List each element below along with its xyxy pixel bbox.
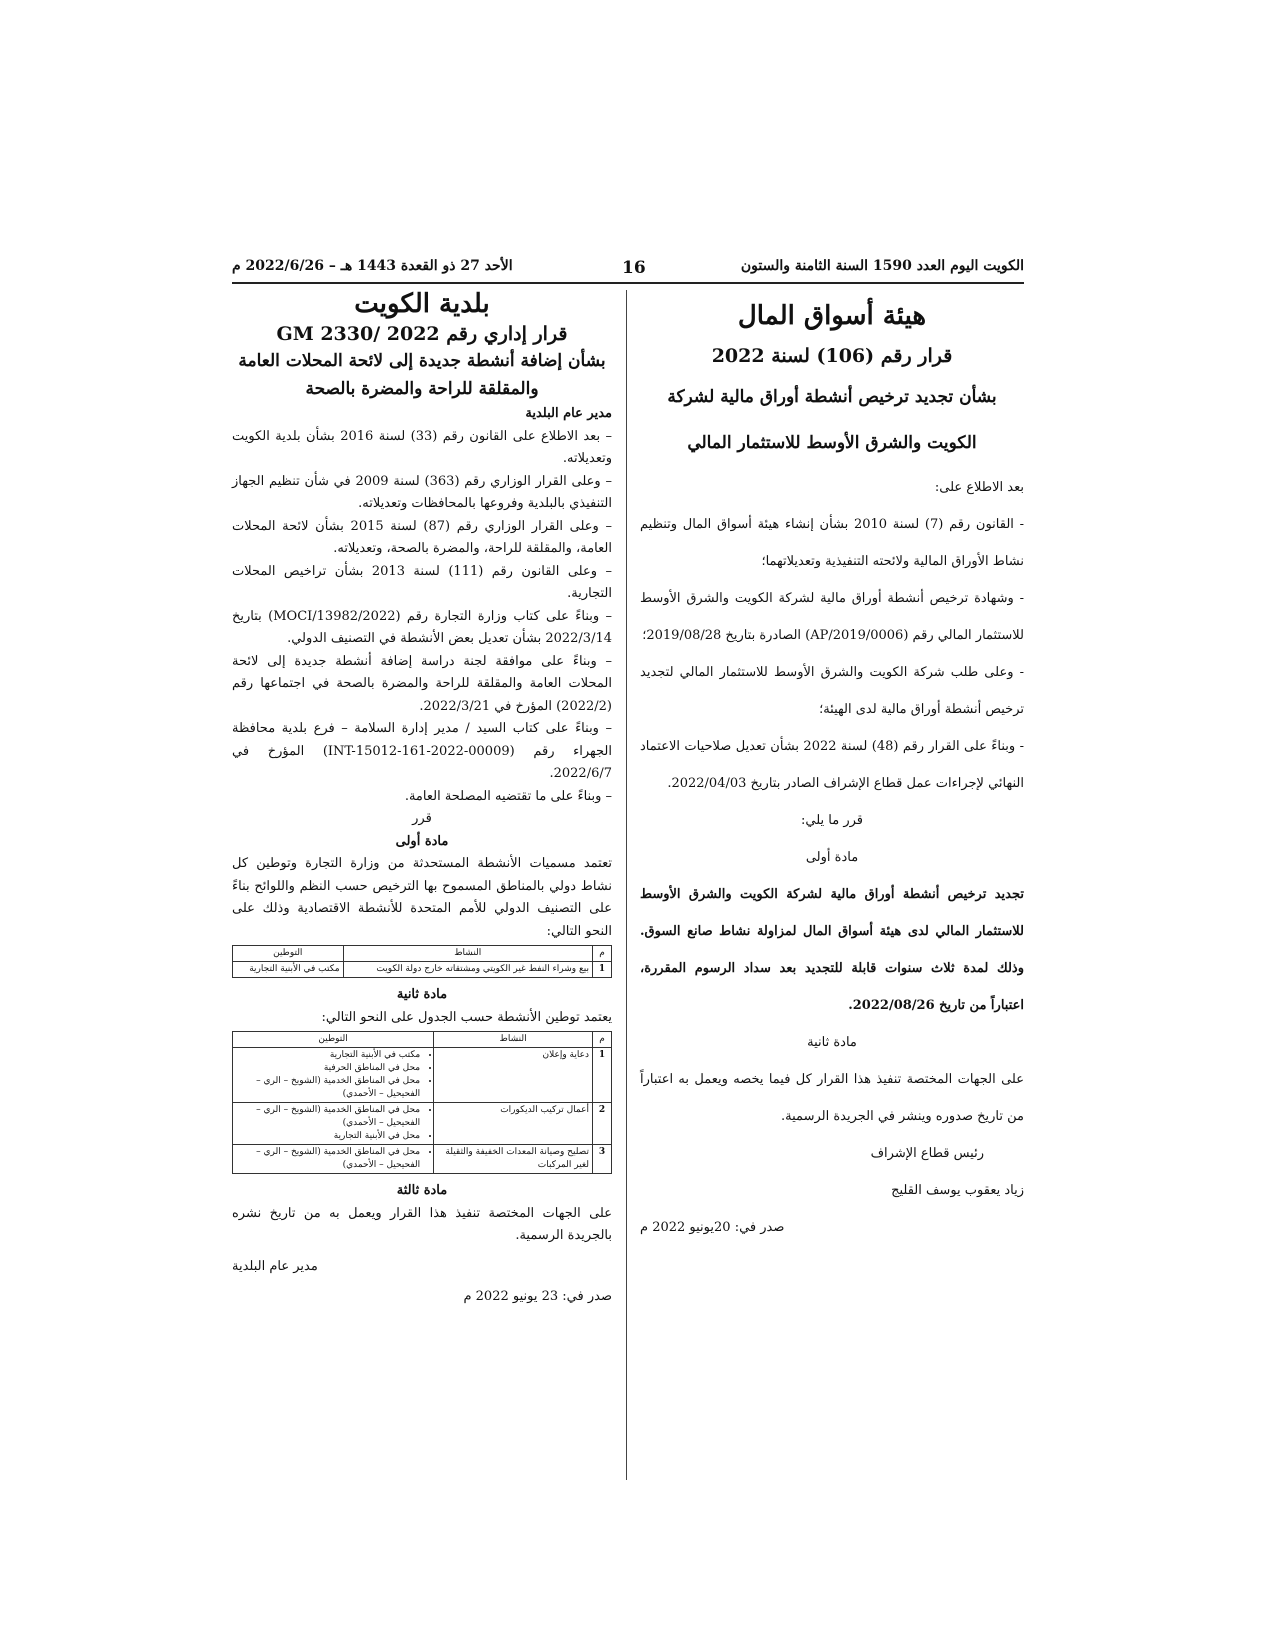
table-header: التوطين xyxy=(233,946,344,962)
cma-decision-number: قرار رقم (106) لسنة 2022 xyxy=(711,345,953,367)
municipality-decision-column xyxy=(232,289,613,1309)
activities-table-2 xyxy=(232,1031,612,1174)
mun-subject-line-1: بشأن إضافة أنشطة جديدة إلى لائحة المحلات العامة xyxy=(238,351,606,371)
cma-signatory-title: رئيس قطاع الإشراف xyxy=(870,1146,984,1161)
cma-recital-1: - القانون رقم (7) لسنة 2010 بشأن إنشاء هيئة أسواق المال وتنظيم نشاط الأوراق المالية ولائحته التنفيذية وتعديلاتهما؛ xyxy=(640,517,1025,569)
cma-recital-3: - وعلى طلب شركة الكويت والشرق الأوسط للاستثمار المالي لتجديد ترخيص أنشطة أوراق مالية لدى الهيئة؛ xyxy=(640,665,1024,717)
mun-recital-1: – بعد الاطلاع على القانون رقم (33) لسنة 2016 بشأن بلدية الكويت وتعديلاته. xyxy=(232,428,613,466)
location-cell: مكتب في الأبنية التجارية xyxy=(233,962,344,978)
mun-authority-title: بلدية الكويت xyxy=(354,289,490,319)
table-row xyxy=(233,962,612,978)
table-header: النشاط xyxy=(434,1032,593,1048)
table-header: م xyxy=(593,946,612,962)
mun-recital-5: – وبناءً على كتاب وزارة التجارة رقم (MOCI/13982/2022) بتاريخ 2022/3/14 بشأن تعديل بعض الأنشطة في التصنيف الدولي. xyxy=(232,608,613,646)
location-cell xyxy=(233,1048,434,1103)
location-cell xyxy=(233,1145,434,1174)
cma-recital-2: - وشهادة ترخيص أنشطة أوراق مالية لشركة الكويت والشرق الأوسط للاستثمار المالي رقم (AP/2019/0006) الصادرة بتاريخ 2019/08/28؛ xyxy=(640,591,1024,643)
mun-recital-3: – وعلى القرار الوزاري رقم (87) لسنة 2015 بشأن لائحة المحلات العامة، والمقلقة للراحة، والمضرة بالصحة، وتعديلاته. xyxy=(232,518,612,556)
cma-recital-4: - وبناءً على القرار رقم (48) لسنة 2022 بشأن تعديل صلاحيات الاعتماد النهائي لإجراءات عمل قطاع الإشراف الصادر بتاريخ 2022/04/03. xyxy=(640,739,1024,791)
cma-after-review: بعد الاطلاع على: xyxy=(934,480,1024,495)
activity-cell: دعاية وإعلان xyxy=(434,1048,593,1103)
table-row xyxy=(233,1048,612,1103)
mun-subject-line-2: والمقلقة للراحة والمضرة بالصحة xyxy=(305,379,539,399)
row-number: 2 xyxy=(593,1103,612,1145)
activity-cell: تصليح وصيانة المعدات الخفيفة والثقيلة لغير المركبات xyxy=(434,1145,593,1174)
cma-signatory-name: زياد يعقوب يوسف القليج xyxy=(891,1183,1024,1198)
table-row xyxy=(233,1145,612,1174)
location-item: • محل في الأبنية التجارية xyxy=(236,1130,420,1143)
location-item: • محل في المناطق الحرفية xyxy=(236,1062,420,1075)
mun-article-1-text: تعتمد مسميات الأنشطة المستحدثة من وزارة التجارة وتوطين كل نشاط دولي بالمناطق المسموح بها الترخيص حسب النظم واللوائح بناءً على التصنيف الدولي للأمم المتحدة للأنشطة الاقتصادية وذلك على النحو التالي: xyxy=(232,856,612,939)
table-header: النشاط xyxy=(343,946,592,962)
mun-article-1-title: مادة أولى xyxy=(395,833,449,849)
location-item: • محل في المناطق الخدمية (الشويخ – الري – الفحيحيل – الأحمدي) xyxy=(236,1075,420,1101)
mun-article-2-text: يعتمد توطين الأنشطة حسب الجدول على النحو التالي: xyxy=(321,1009,612,1025)
cma-issue-date: صدر في: 20يونيو 2022 م xyxy=(640,1220,785,1235)
row-number: 3 xyxy=(593,1145,612,1174)
mun-recital-4: – وعلى القانون رقم (111) لسنة 2013 بشأن تراخيص المحلات التجارية. xyxy=(232,563,612,601)
activity-cell: بيع وشراء النفط غير الكويتي ومشتقاته خارج دولة الكويت xyxy=(343,962,592,978)
mun-decision-number: قرار إداري رقم GM 2330/ 2022 xyxy=(276,323,568,345)
gazette-issue: الكويت اليوم العدد 1590 السنة الثامنة والستون xyxy=(740,258,1024,274)
row-number: 1 xyxy=(593,962,612,978)
table-header: م xyxy=(593,1032,612,1048)
mun-recital-7: – وبناءً على كتاب السيد / مدير إدارة السلامة – فرع بلدية محافظة الجهراء رقم (INT-15012-161-2022-00009) المؤرخ في 2022/6/7. xyxy=(232,721,612,781)
mun-recital-2: – وعلى القرار الوزاري رقم (363) لسنة 2009 في شأن تنظيم الجهاز التنفيذي بالبلدية وفروعها بالمحافظات وتعديلاته. xyxy=(232,473,612,511)
activity-cell: أعمال تركيب الديكورات xyxy=(434,1103,593,1145)
mun-issue-date: صدر في: 23 يونيو 2022 م xyxy=(463,1289,612,1304)
cma-decided: قرر ما يلي: xyxy=(801,813,863,828)
activities-table-1 xyxy=(232,945,612,978)
column-divider xyxy=(626,290,627,1480)
cma-decision-column xyxy=(640,295,1024,1246)
issue-date: الأحد 27 ذو القعدة 1443 هـ – 2022/6/26 م xyxy=(232,258,513,274)
mun-article-3-title: مادة ثالثة xyxy=(396,1183,448,1198)
mun-decided: قرر xyxy=(412,811,432,826)
mun-director: مدير عام البلدية xyxy=(525,406,612,421)
cma-subject-line-2: الكويت والشرق الأوسط للاستثمار المالي xyxy=(687,433,977,453)
mun-article-2-title: مادة ثانية xyxy=(396,987,448,1002)
page-number: 16 xyxy=(622,258,646,278)
location-item: • مكتب في الأبنية التجارية xyxy=(236,1049,420,1062)
cma-authority-title: هيئة أسواق المال xyxy=(737,301,927,331)
mun-article-3-text: على الجهات المختصة تنفيذ هذا القرار ويعمل به من تاريخ نشره بالجريدة الرسمية. xyxy=(232,1205,612,1243)
location-item: • محل في المناطق الخدمية (الشويخ – الري – الفحيحيل – الأحمدي) xyxy=(236,1146,420,1172)
page-header xyxy=(232,258,1024,284)
cma-article-2-title: مادة ثانية xyxy=(807,1035,857,1050)
location-cell xyxy=(233,1103,434,1145)
cma-article-1-text: تجديد ترخيص أنشطة أوراق مالية لشركة الكويت والشرق الأوسط للاستثمار المالي لدى هيئة أسواق المال لمزاولة نشاط صانع السوق. وذلك لمدة ثلاث سنوات قابلة للتجديد بعد سداد الرسوم المقررة، اعتباراً من تاريخ 2022/08/26. xyxy=(640,887,1024,1013)
mun-signatory-title: مدير عام البلدية xyxy=(232,1258,318,1274)
mun-recital-8: – وبناءً على ما تقتضيه المصلحة العامة. xyxy=(404,788,612,804)
location-item: • محل في المناطق الخدمية (الشويخ – الري – الفحيحيل – الأحمدي) xyxy=(236,1104,420,1130)
row-number: 1 xyxy=(593,1048,612,1103)
table-row xyxy=(233,1103,612,1145)
cma-subject-line-1: بشأن تجديد ترخيص أنشطة أوراق مالية لشركة xyxy=(667,387,997,407)
cma-article-1-title: مادة أولى xyxy=(805,850,859,865)
mun-recital-6: – وبناءً على موافقة لجنة دراسة إضافة أنشطة جديدة إلى لائحة المحلات العامة والمقلقة للراحة والمضرة بالصحة في اجتماعها رقم (2022/2) المؤرخ في 2022/3/21. xyxy=(232,653,612,714)
cma-article-2-text: على الجهات المختصة تنفيذ هذا القرار كل فيما يخصه ويعمل به اعتباراً من تاريخ صدوره وينشر في الجريدة الرسمية. xyxy=(640,1072,1024,1124)
table-header: التوطين xyxy=(233,1032,434,1048)
